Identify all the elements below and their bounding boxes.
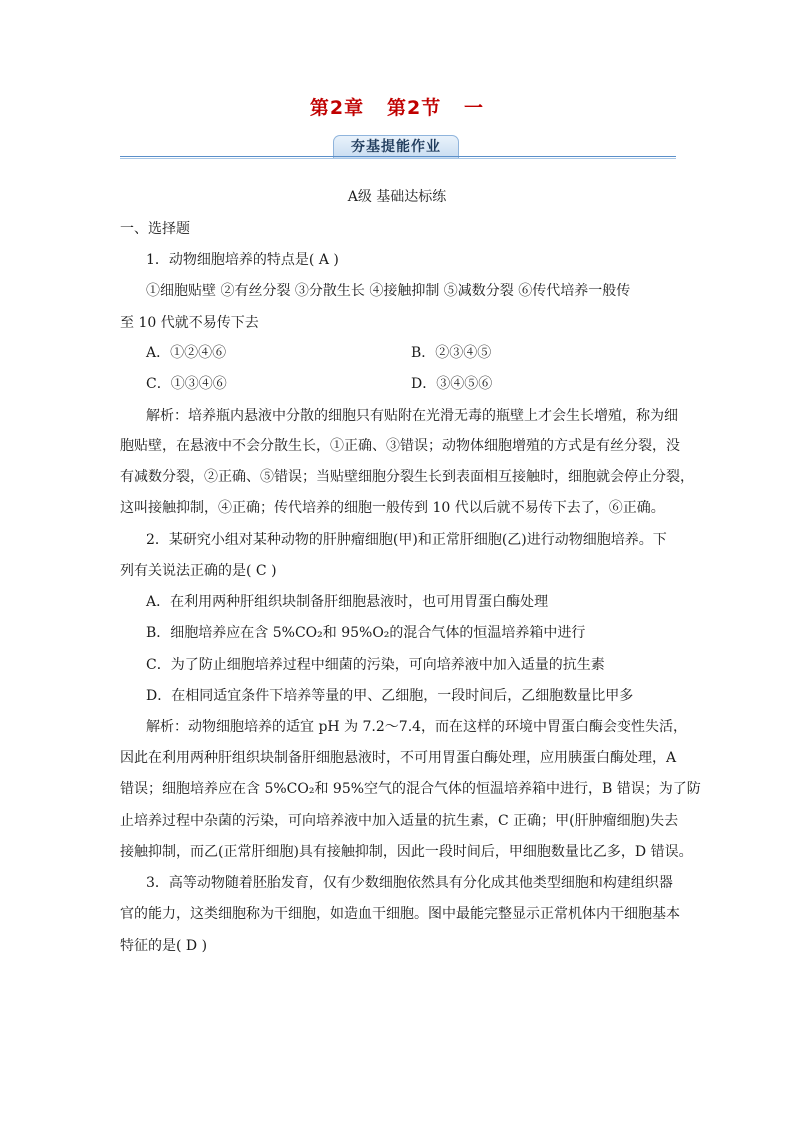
- part-heading: 一、选择题: [120, 221, 190, 237]
- banner-divider: [120, 156, 676, 157]
- q2-explanation-2: 因此在利用两种肝组织块制备肝细胞悬液时，不可用胃蛋白酶处理，应用胰蛋白酶处理，A: [120, 750, 677, 766]
- chapter-title: 第2章 第2节 一: [309, 97, 485, 119]
- q2-stem-1: 2．某研究小组对某种动物的肝肿瘤细胞(甲)和正常肝细胞(乙)进行动物细胞培养。下: [146, 532, 667, 548]
- homework-badge: 夯基提能作业: [333, 135, 459, 158]
- q2-explanation-4: 止培养过程中杂菌的污染，可向培养液中加入适量的抗生素，C 正确；甲(肝肿瘤细胞)失去: [120, 813, 679, 829]
- banner-divider-shadow: [120, 158, 676, 159]
- q1-option-d: D．③④⑤⑥: [411, 376, 493, 392]
- q2-explanation-1: 解析：动物细胞培养的适宜 pH 为 7.2～7.4，而在这样的环境中胃蛋白酶会变性失活，: [146, 719, 688, 735]
- q1-explanation-4: 这叫接触抑制，④正确；传代培养的细胞一般传到 10 代以后就不易传下去了，⑥正确。: [120, 500, 665, 516]
- q3-stem-1: 3．高等动物随着胚胎发育，仅有少数细胞依然具有分化成其他类型细胞和构建组织器: [146, 875, 673, 891]
- q3-stem-2: 官的能力，这类细胞称为干细胞，如造血干细胞。图中最能完整显示正常机体内干细胞基本: [120, 906, 680, 922]
- q3-stem-3: 特征的是( D ): [120, 938, 208, 954]
- q2-explanation-5: 接触抑制，而乙(正常肝细胞)具有接触抑制，因此一段时间后，甲细胞数量比乙多，D 错误。: [120, 844, 693, 860]
- q2-option-c: C．为了防止细胞培养过程中细菌的污染，可向培养液中加入适量的抗生素: [146, 657, 605, 673]
- q2-explanation-3: 错误；细胞培养应在含 5%CO₂和 95%空气的混合气体的恒温培养箱中进行，B 错误；为了防: [120, 781, 701, 797]
- level-heading: A级 基础达标练: [347, 189, 447, 205]
- q1-option-a: A．①②④⑥: [146, 345, 227, 361]
- q2-option-d: D．在相同适宜条件下培养等量的甲、乙细胞，一段时间后，乙细胞数量比甲多: [146, 688, 634, 704]
- q1-explanation-3: 有减数分裂，②正确、⑤错误；当贴壁细胞分裂生长到表面相互接触时，细胞就会停止分裂，: [120, 469, 694, 485]
- q1-stem: 1．动物细胞培养的特点是( A ): [146, 252, 339, 268]
- q1-option-c: C．①③④⑥: [146, 376, 227, 392]
- q1-items-line2: 至 10 代就不易传下去: [120, 315, 259, 331]
- q2-option-b: B．细胞培养应在含 5%CO₂和 95%O₂的混合气体的恒温培养箱中进行: [146, 625, 586, 641]
- q1-option-b: B．②③④⑤: [411, 345, 492, 361]
- q2-option-a: A．在利用两种肝组织块制备肝细胞悬液时，也可用胃蛋白酶处理: [146, 594, 549, 610]
- q1-items-line1: ①细胞贴壁 ②有丝分裂 ③分散生长 ④接触抑制 ⑤减数分裂 ⑥传代培养一般传: [146, 283, 631, 299]
- q1-explanation-2: 胞贴壁，在悬液中不会分散生长，①正确、③错误；动物体细胞增殖的方式是有丝分裂，没: [120, 438, 680, 454]
- q2-stem-2: 列有关说法正确的是( C ): [120, 563, 277, 579]
- q1-explanation-1: 解析：培养瓶内悬液中分散的细胞只有贴附在光滑无毒的瓶壁上才会生长增殖，称为细: [146, 408, 678, 424]
